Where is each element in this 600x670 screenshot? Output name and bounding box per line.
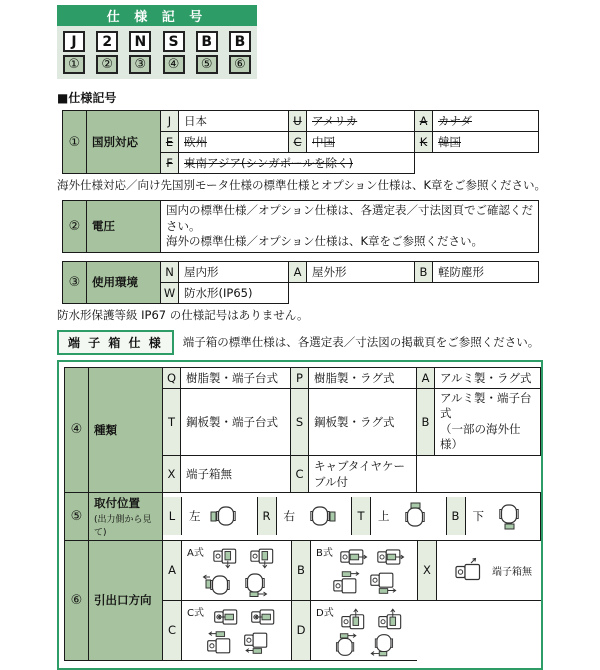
motor-side-box-right-icon [338,545,368,569]
position-text-left: 左 [189,509,201,524]
position-option-right [257,497,352,535]
position-label [89,492,163,540]
motor-end-box-top-icon [398,502,432,530]
empty-cell [289,282,539,303]
country-code-c: C [289,132,307,153]
type-opt-steel-lug: 鋼板製・ラグ式 [309,388,417,455]
type-opt-alumi-terminal [435,388,541,455]
spec-number-2: ② [96,55,118,74]
voltage-line-1: 国内の標準仕様／オプション仕様は、各選定表／寸法図頁でご確認ください。 [166,203,533,233]
outlet-option-b [291,541,417,601]
type-code-c: C [291,455,309,492]
motor-end-box-top-arrow-icon [331,632,361,658]
empty-cell [417,601,541,661]
motor-side-box-up-icon [338,605,368,631]
section-title: ■仕様記号 [57,91,117,105]
motor-end-box-right-icon [303,503,337,530]
env-code-b: B [415,261,433,282]
voltage-text [161,201,539,253]
outlet-label: 引出口方向 [89,540,163,661]
country-opt-america: アメリカ [307,111,415,132]
motor-side-box-top-left-icon [203,630,233,656]
motor-end-box-bottom-icon [492,502,526,530]
motor-end-box-bottom-arrow-icon [240,572,270,598]
env-opt-dustproof: 軽防塵形 [433,261,539,282]
spec-code-title: 仕 様 記 号 [57,5,257,26]
type-opt-steel-terminal: 鋼板製・端子台式 [181,388,291,455]
spec-number-4: ④ [163,55,185,74]
env-opt-waterproof: 防水形(IP65) [179,282,289,303]
spec-number-6: ⑥ [229,55,251,74]
type-opt-alumi-terminal-line1: アルミ製・端子台式 [440,390,532,421]
env-code-n: N [161,261,179,282]
terminal-box-section-tag: 端 子 箱 仕 様 [57,330,174,355]
position-text-bottom: 下 [472,509,484,524]
position-option-left [163,497,257,535]
spec-code-header [57,5,257,79]
terminal-box-table [64,367,541,662]
outlet-format-b-label: B式 [316,547,333,559]
country-opt-japan: 日本 [179,111,289,132]
spec-number-1: ① [63,55,85,74]
empty-cell [415,153,539,174]
spec-letter-6: B [229,31,251,52]
spec-number-row [63,52,251,74]
position-code-t: T [352,497,371,535]
type-opt-alumi-lug: アルミ製・ラグ式 [435,367,541,388]
position-code-r: R [258,497,277,535]
outlet-option-c [163,601,291,661]
outlet-option-x [417,541,541,601]
type-opt-resin-terminal: 樹脂製・端子台式 [181,367,291,388]
row-number-badge: ② [63,201,87,253]
type-code-x: X [163,455,181,492]
row-number-badge: ③ [63,261,87,303]
spec-letter-2: 2 [96,31,118,52]
motor-side-box-left-icon [210,605,240,629]
country-code-f: F [161,153,179,174]
type-code-b: B [417,388,435,455]
spec-letter-4: S [163,31,185,52]
voltage-line-2: 海外の標準仕様／オプション仕様は、K章をご参照ください。 [166,234,484,249]
row-number-badge: ① [63,111,87,174]
country-code-j: J [161,111,179,132]
env-code-w: W [161,282,179,303]
position-options-cell [163,492,541,540]
position-label-sub: (出力側から見て) [94,514,152,538]
motor-end-box-bottom-left-arrow-icon [368,632,398,658]
motor-side-box-bottom-right-icon [368,570,398,596]
motor-side-box-right-icon [375,545,405,569]
country-opt-china: 中国 [307,132,415,153]
country-code-k: K [415,132,433,153]
position-code-b: B [447,497,466,535]
position-label-main: 取付位置 [94,495,140,510]
country-opt-southeast-asia: 東南アジア(シンガポールを除く) [179,153,415,174]
position-text-right: 右 [283,509,295,524]
outlet-options-cell [163,540,541,661]
terminal-box-section [57,360,543,670]
motor-end-box-left-arrow-icon [203,572,233,598]
spec-letter-row [63,31,251,52]
motor-side-box-bottom-left-icon [240,630,270,656]
type-code-q: Q [163,367,181,388]
country-code-a: A [415,111,433,132]
spec-letter-5: B [196,31,218,52]
env-opt-outdoor: 屋外形 [307,261,415,282]
spec-letter-1: J [63,31,85,52]
country-opt-europe: 欧州 [179,132,289,153]
outlet-code-d: D [292,601,311,660]
type-code-a: A [417,367,435,388]
outlet-code-a: A [163,541,182,600]
motor-side-box-up-icon [375,605,405,631]
outlet-x-caption: 端子箱無 [492,566,532,578]
row-number-badge: ⑥ [65,540,89,661]
motor-side-box-down-icon [210,545,240,571]
country-code-u: U [289,111,307,132]
environment-label: 使用環境 [87,261,161,303]
outlet-format-a-label: A式 [187,547,204,559]
country-opt-korea: 韓国 [433,132,539,153]
outlet-format-c-label: C式 [187,607,204,619]
country-label: 国別対応 [87,111,161,174]
type-opt-no-box: 端子箱無 [181,455,291,492]
motor-side-box-top-right-icon [331,570,361,596]
spec-number-5: ⑤ [196,55,218,74]
outlet-option-d [291,601,417,661]
type-label: 種類 [89,367,163,492]
type-code-p: P [291,367,309,388]
position-code-l: L [163,497,182,535]
type-code-t: T [163,388,181,455]
outlet-code-b: B [292,541,311,600]
document-page [0,5,600,638]
voltage-table [62,200,539,253]
type-opt-resin-lug: 樹脂製・ラグ式 [309,367,417,388]
terminal-box-note: 端子箱の標準仕様は、各選定表／寸法図の掲載頁をご参照ください。 [182,335,540,350]
motor-side-box-down-icon [247,545,277,571]
env-code-a: A [289,261,307,282]
motor-side-box-left-icon [247,605,277,629]
row-number-badge: ④ [65,367,89,492]
type-code-s: S [291,388,309,455]
country-note: 海外仕様対応／向け先国別モータ仕様の標準仕様とオプション仕様は、K章をご参照ください。 [57,178,547,192]
country-table [62,110,539,174]
outlet-option-a [163,541,291,601]
country-code-e: E [161,132,179,153]
empty-cell [417,455,541,492]
spec-letter-3: N [129,31,151,52]
type-opt-cabtyre-cable: キャブタイヤケーブル付 [309,455,417,492]
outlet-code-c: C [163,601,182,660]
type-opt-alumi-terminal-line2: （一部の海外仕様） [440,421,521,452]
spec-number-3: ③ [129,55,151,74]
row-number-badge: ⑤ [65,492,89,540]
motor-end-box-left-icon [209,503,243,530]
voltage-label: 電圧 [87,201,161,253]
position-text-top: 上 [378,509,390,524]
environment-note: 防水形保護等級 IP67 の仕様記号はありません。 [57,307,309,322]
environment-table [62,261,539,304]
country-opt-canada: カナダ [433,111,539,132]
position-option-top [351,497,446,535]
env-opt-indoor: 屋内形 [179,261,289,282]
motor-side-no-box-icon [453,558,483,582]
outlet-format-d-label: D式 [316,607,334,619]
position-option-bottom [446,497,541,535]
outlet-code-x: X [418,541,437,600]
